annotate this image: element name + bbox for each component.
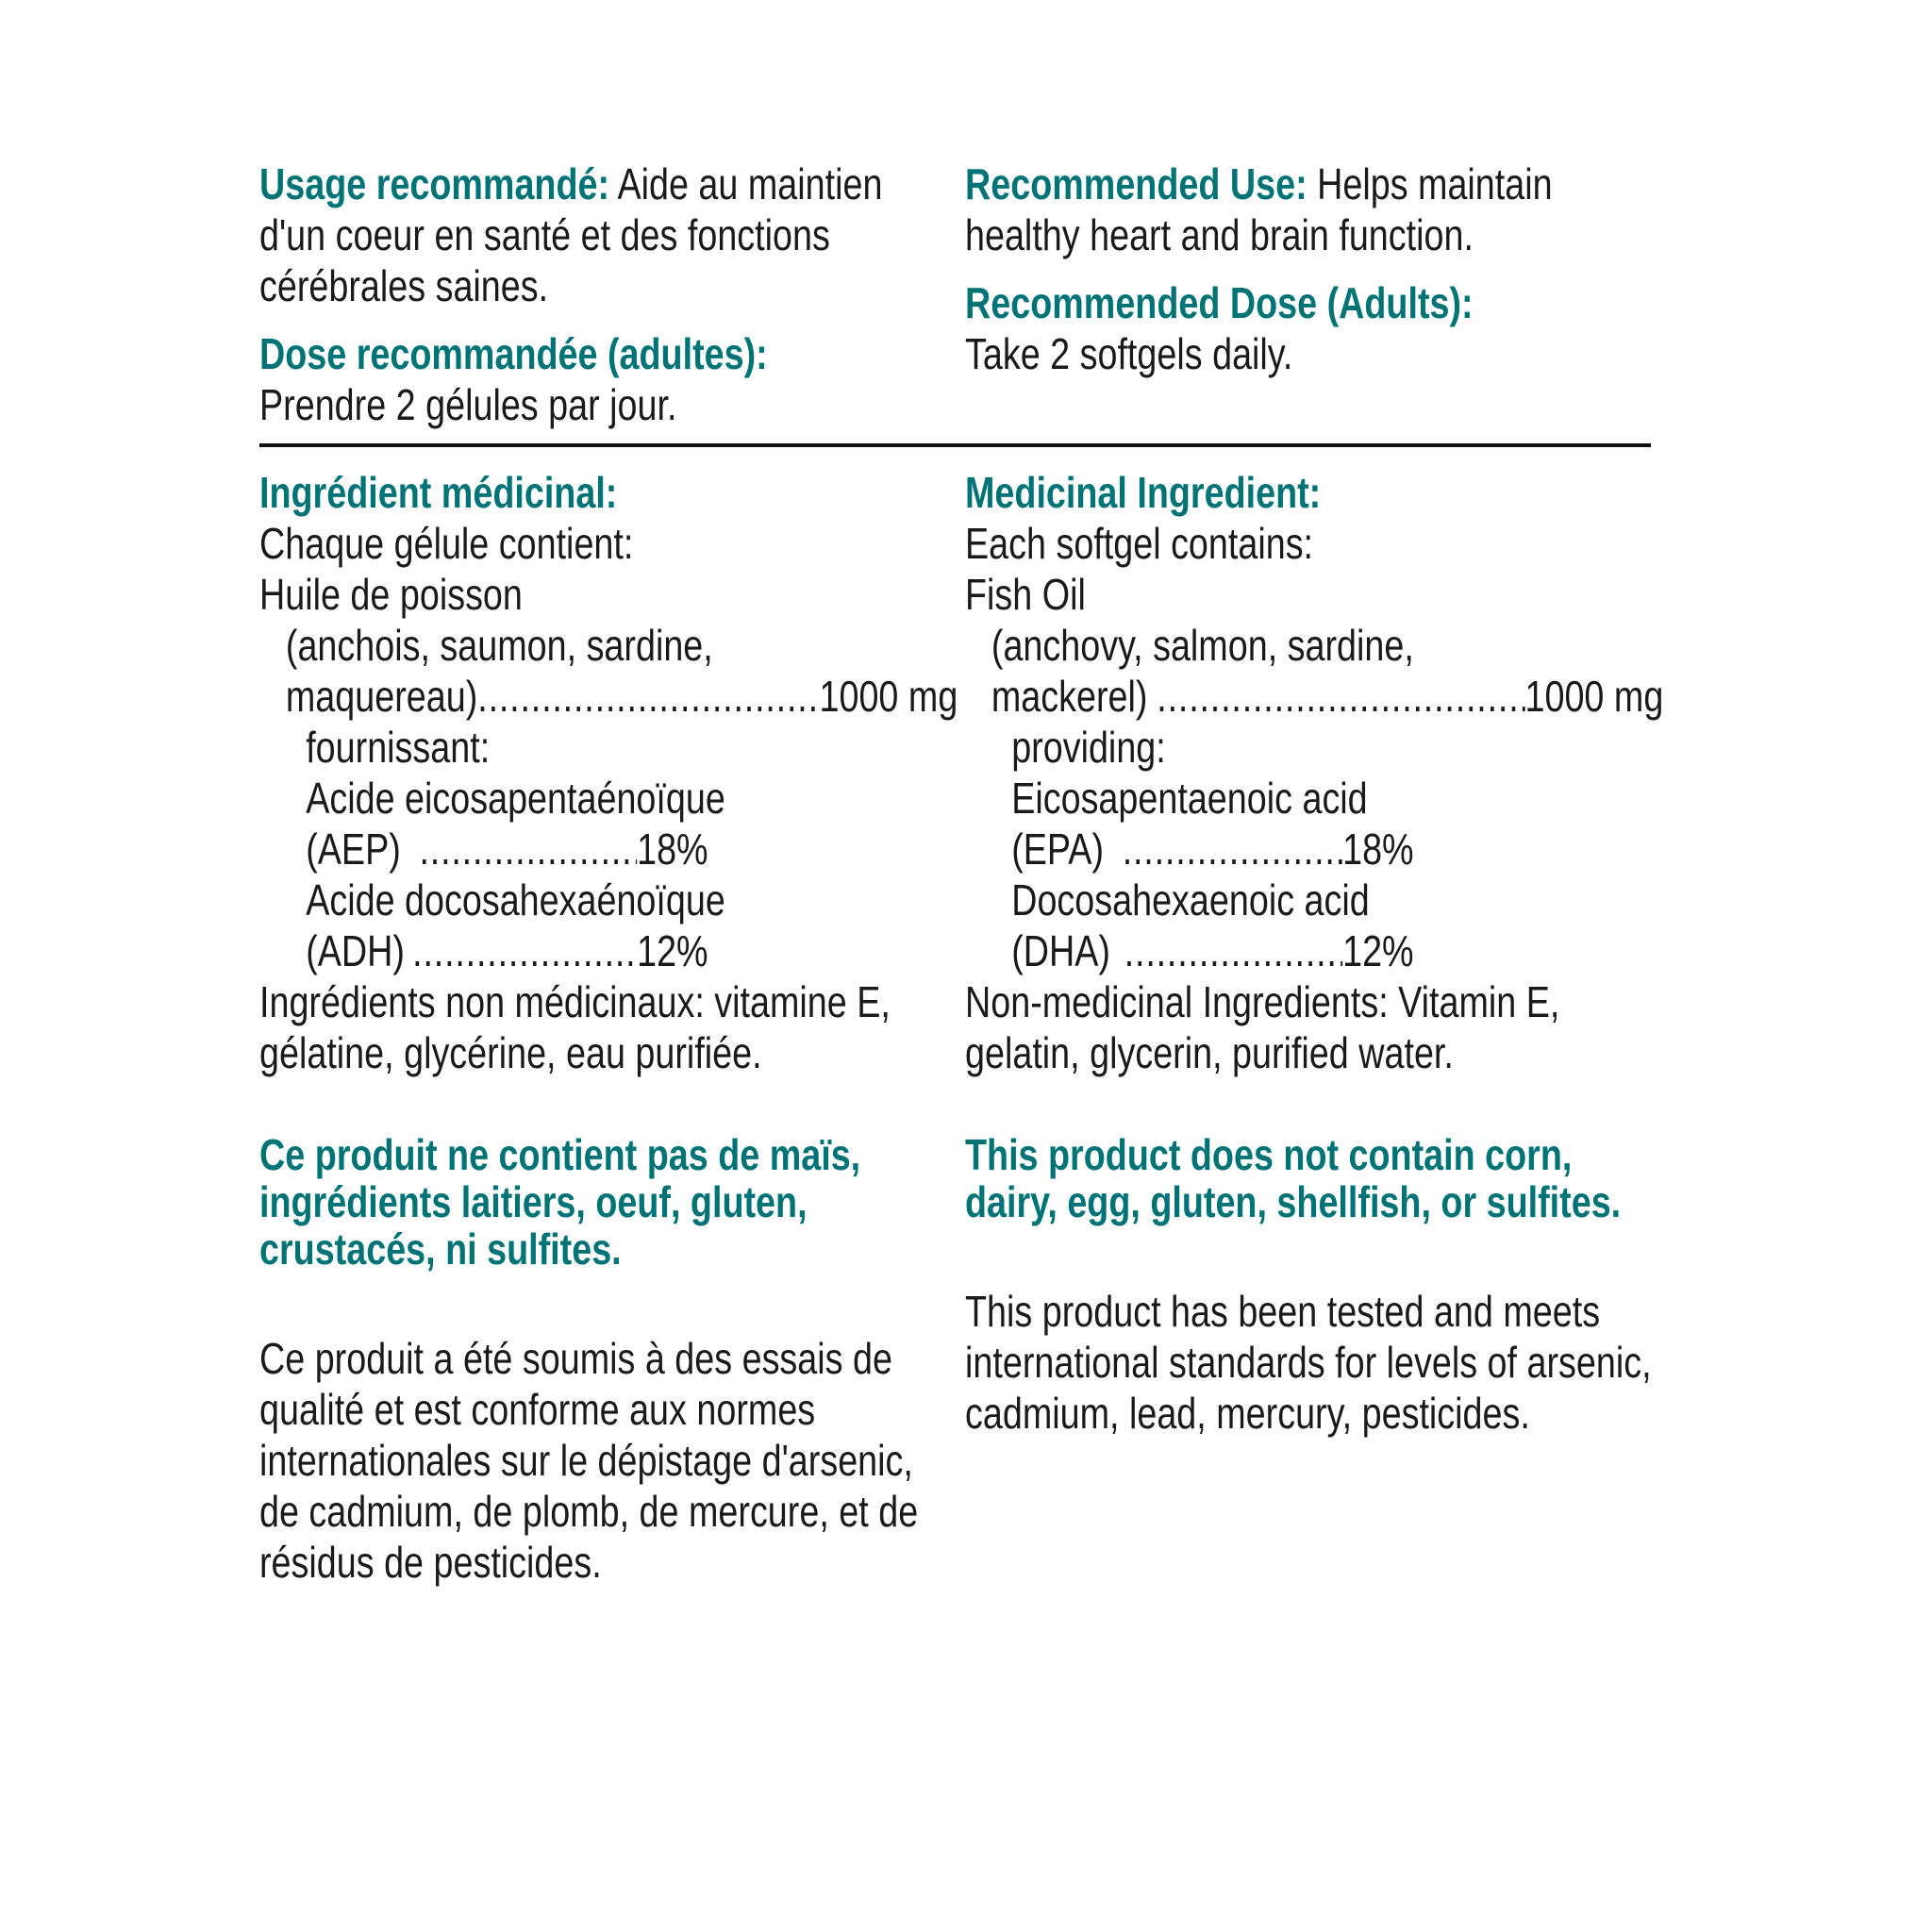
french-usage-section (259, 158, 953, 430)
english-each-softgel: Each softgel contains: (965, 519, 1314, 568)
english-oil-sources: (anchovy, salmon, sardine, (991, 621, 1414, 670)
french-epa-name: Acide eicosapentaénoïque (306, 774, 725, 823)
french-nonmedicinal: Ingrédients non médicinaux: vitamine E, gélatine, glycérine, eau purifiée. (259, 977, 891, 1077)
french-oil-amount-row: maquereau) ..... 1000 mg (259, 671, 958, 722)
french-ingredient-heading: Ingrédient médicinal: (259, 468, 618, 517)
french-dose-heading: Dose recommandée (adultes): (259, 329, 768, 378)
french-usage-text: Aide au maintien d'un coeur en santé et des fonctions cérébrales saines. (259, 159, 883, 310)
french-allergen-note: Ce produit ne contient pas de maïs, ingrédients laitiers, oeuf, gluten, crustacés, ni sulfites. (259, 1130, 861, 1274)
english-ingredient-heading: Medicinal Ingredient: (965, 468, 1322, 517)
english-oil-amount-row: mackerel) ..... 1000 mg (965, 671, 1663, 722)
french-oil-sources: (anchois, saumon, sardine, (285, 621, 713, 670)
french-oil-amount: 1000 mg (819, 672, 958, 721)
section-divider (259, 443, 1651, 447)
english-nonmedicinal: Non-medicinal Ingredients: Vitamin E, gelatin, glycerin, purified water. (965, 977, 1560, 1077)
english-dose-text: Take 2 softgels daily. (965, 329, 1293, 378)
english-oil-amount: 1000 mg (1524, 672, 1664, 721)
english-epa-name: Eicosapentaenoic acid (1011, 774, 1368, 823)
english-epa-row: (EPA) ..... 18% (965, 824, 1414, 874)
english-allergen-note: This product does not contain corn, dairy, egg, gluten, shellfish, or sulfites. (965, 1130, 1622, 1226)
english-dha-value: 12% (1342, 926, 1414, 975)
english-testing-note: This product has been tested and meets international standards for levels of arsenic, cadmium, lead, mercury, pesticides. (965, 1287, 1652, 1438)
english-dha-name: Docosahexaenoic acid (1011, 875, 1370, 924)
english-usage-section (965, 158, 1644, 379)
french-epa-row: (AEP) ..... 18% (259, 824, 708, 874)
french-fish-oil: Huile de poisson (259, 570, 523, 619)
french-epa-value: 18% (637, 824, 708, 874)
french-usage-heading: Usage recommandé: (259, 159, 610, 208)
english-usage-paragraph (965, 158, 1644, 260)
french-usage-paragraph (259, 158, 953, 311)
english-usage-heading: Recommended Use: (965, 159, 1307, 208)
french-dha-value: 12% (637, 926, 708, 975)
english-dose-heading: Recommended Dose (Adults): (965, 278, 1474, 327)
english-dha-row: (DHA) ..... 12% (965, 925, 1414, 976)
english-usage-text: Helps maintain healthy heart and brain function. (965, 159, 1553, 259)
french-each-softgel: Chaque gélule contient: (259, 519, 634, 568)
french-ingredients-section (259, 467, 958, 1588)
french-testing-note: Ce produit a été soumis à des essais de qualité et est conforme aux normes internationales sur le dépistage d'arsenic, de cadmium, de plomb, de mercure, et de résidus de pesticides. (259, 1334, 919, 1587)
english-ingredients-section (965, 467, 1663, 1439)
english-fish-oil: Fish Oil (965, 570, 1086, 619)
english-epa-value: 18% (1342, 824, 1414, 874)
french-providing: fournissant: (306, 723, 491, 772)
french-dha-name: Acide docosahexaénoïque (306, 875, 725, 924)
french-dha-row: (ADH) ..... 12% (259, 925, 708, 976)
french-dose-text: Prendre 2 gélules par jour. (259, 380, 677, 429)
english-providing: providing: (1011, 723, 1166, 772)
